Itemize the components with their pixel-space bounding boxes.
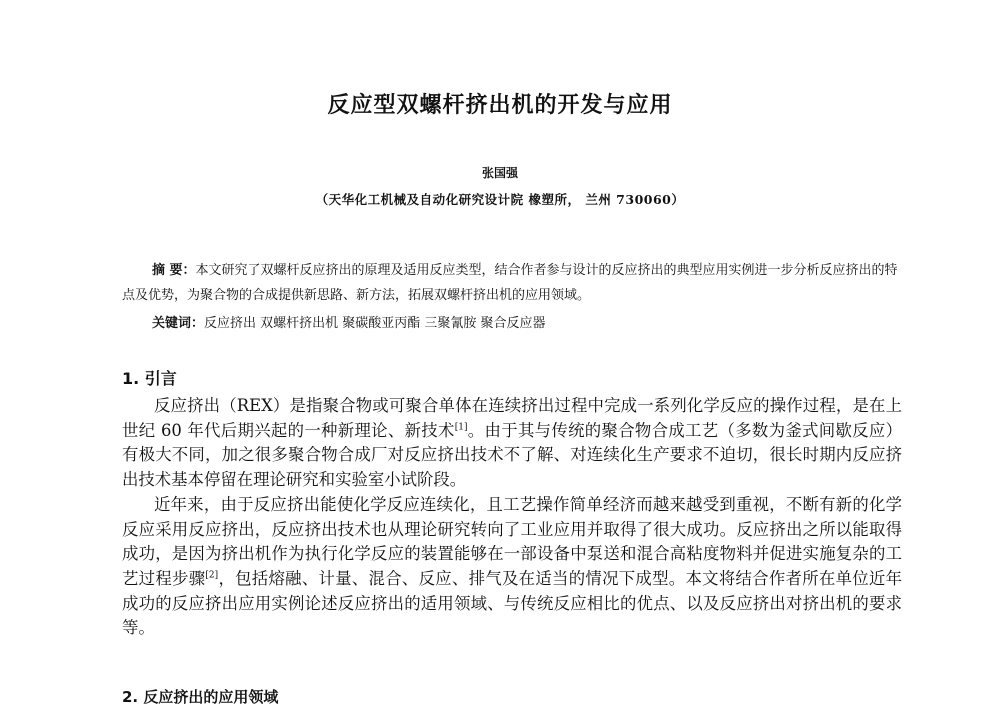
author-name: 张国强 xyxy=(481,166,518,180)
paragraph-2 xyxy=(122,493,902,641)
section-1-body xyxy=(122,394,902,641)
paragraph-1-text-a: 反应挤出（REX）是指聚合物或可聚合单体在连续挤出过程中完成一系列化学反应的操作过程，是在上世纪 60 年代后期兴起的一种新理论、新技术 xyxy=(122,396,902,440)
paragraph-1 xyxy=(122,394,902,493)
citation-2[interactable]: [2] xyxy=(205,570,219,581)
paragraph-1-text-b: 。由于其与传统的聚合物合成工艺（多数为釜式间歇反应）有极大不同，加之很多聚合物合成厂对反应挤出技术不了解、对连续化生产要求不迫切，很长时期内反应挤出技术基本停留在理论研究和实验室小试阶段。 xyxy=(122,420,902,490)
keywords-block xyxy=(152,312,546,331)
section-2-heading: 2. 反应挤出的应用领域 xyxy=(122,688,279,706)
paragraph-2-text-a: 近年来，由于反应挤出能使化学反应连续化，且工艺操作简单经济而越来越受到重视，不断有新的化学反应采用反应挤出，反应挤出技术也从理论研究转向了工业应用并取得了很大成功。反应挤出之所以能取得成功，是因为挤出机作为执行化学反应的装置能够在一部设备中泵送和混合高粘度物料并促进实施复杂的工艺过程步骤 xyxy=(122,494,902,588)
paragraph-2-text-b: ，包括熔融、计量、混合、反应、排气及在适当的情况下成型。本文将结合作者所在单位近年成功的反应挤出应用实例论述反应挤出的适用领域、与传统反应相比的优点、以及反应挤出对挤出机的要求等。 xyxy=(122,568,903,638)
abstract-block xyxy=(122,258,902,308)
author-affiliation: （天华化工机械及自动化研究设计院 橡塑所， 兰州 730060） xyxy=(315,192,685,207)
paper-title: 反应型双螺杆挤出机的开发与应用 xyxy=(327,93,673,118)
citation-1[interactable]: [1] xyxy=(454,422,468,433)
abstract-text: 本文研究了双螺杆反应挤出的原理及适用反应类型，结合作者参与设计的反应挤出的典型应用实例进一步分析反应挤出的特点及优势，为聚合物的合成提供新思路、新方法，拓展双螺杆挤出机的应用领域。 xyxy=(122,263,898,303)
keywords-label: 关键词： xyxy=(152,316,205,331)
keywords-text: 反应挤出 双螺杆挤出机 聚碳酸亚丙酯 三聚氰胺 聚合反应器 xyxy=(204,316,546,331)
section-1-heading: 1. 引言 xyxy=(122,369,177,388)
abstract-label: 摘 要： xyxy=(152,263,196,278)
